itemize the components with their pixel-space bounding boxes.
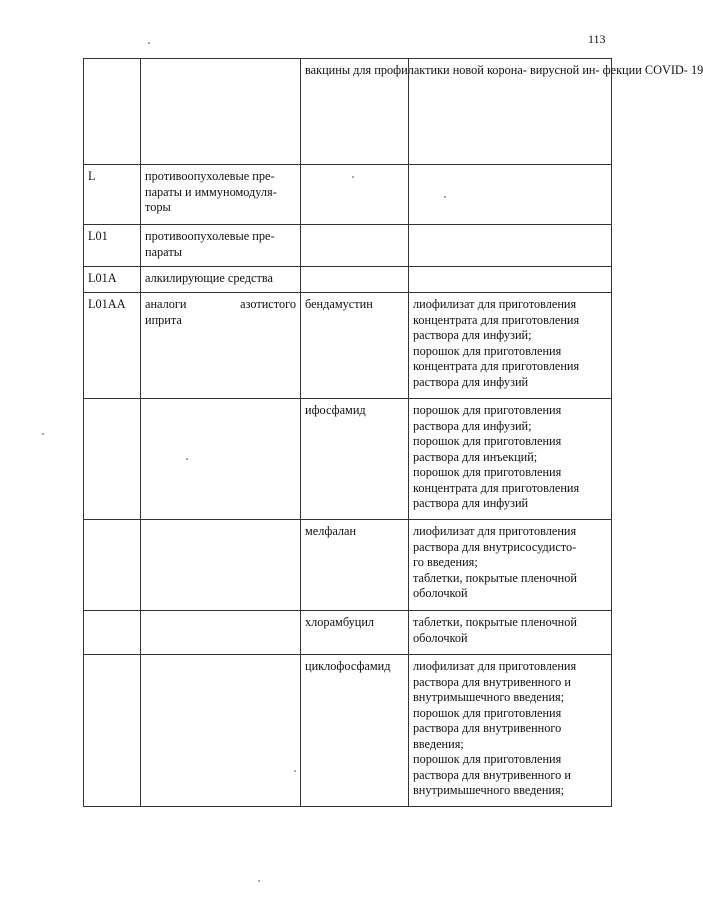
atc-code-cell — [84, 399, 141, 520]
table-row — [84, 225, 612, 267]
atc-code-cell — [84, 611, 141, 655]
table-row — [84, 399, 612, 520]
dosage-forms-cell: порошок для приготовления раствора для инфузий; порошок для приготовления раствора для инъекций; порошок для приготовления концентрата для приготовления раствора для инфузий — [409, 399, 612, 520]
substance-cell — [301, 225, 409, 267]
substance-cell — [301, 165, 409, 225]
atc-code-cell — [84, 655, 141, 807]
substance-cell: бендамустин — [301, 293, 409, 399]
group-cell: противоопухолевые пре- параты — [141, 225, 301, 267]
table-row — [84, 520, 612, 611]
group-cell — [141, 399, 301, 520]
substance-cell: вакцины для профилактики новой корона- вирусной ин- фекции COVID- 19 — [301, 59, 409, 165]
atc-code-cell: L — [84, 165, 141, 225]
group-cell — [141, 611, 301, 655]
dosage-forms-cell: таблетки, покрытые пленочной оболочкой — [409, 611, 612, 655]
atc-code-cell: L01AA — [84, 293, 141, 399]
table-row — [84, 267, 612, 293]
table-row — [84, 165, 612, 225]
scan-speck — [42, 433, 44, 435]
scan-speck — [294, 770, 296, 772]
dosage-forms-cell: лиофилизат для приготовления раствора для внутрисосудисто- го введения; таблетки, покрытые пленочной оболочкой — [409, 520, 612, 611]
scan-speck — [258, 880, 260, 882]
atc-code-cell — [84, 520, 141, 611]
group-cell: противоопухолевые пре- параты и иммуномодуля- торы — [141, 165, 301, 225]
table-row — [84, 59, 612, 165]
atc-code-cell — [84, 59, 141, 165]
substance-cell: мелфалан — [301, 520, 409, 611]
atc-code-cell: L01A — [84, 267, 141, 293]
dosage-forms-cell — [409, 267, 612, 293]
group-line: иприта — [145, 312, 182, 327]
page-number: 113 — [588, 32, 606, 46]
dosage-forms-cell — [409, 165, 612, 225]
scan-speck — [148, 42, 150, 44]
dosage-forms-cell: лиофилизат для приготовления раствора для внутривенного и внутримышечного введения; порошок для приготовления раствора для внутривенного введения; порошок для приготовления раствора для внутривенного и внутримышечного введения; — [409, 655, 612, 807]
scan-speck — [352, 176, 354, 178]
substance-cell: хлорамбуцил — [301, 611, 409, 655]
dosage-forms-cell: лиофилизат для приготовления концентрата для приготовления раствора для инфузий; порошок для приготовления концентрата для приготовления раствора для инфузий — [409, 293, 612, 399]
table-row — [84, 293, 612, 399]
table-row — [84, 655, 612, 807]
substance-cell: ифосфамид — [301, 399, 409, 520]
group-cell — [141, 520, 301, 611]
group-cell — [141, 655, 301, 807]
scan-speck — [186, 458, 188, 460]
group-line — [145, 297, 296, 313]
scan-speck — [444, 196, 446, 198]
group-word: азотистого — [240, 297, 296, 311]
dosage-forms-cell — [409, 225, 612, 267]
group-word: аналоги — [145, 297, 187, 311]
atc-code-cell: L01 — [84, 225, 141, 267]
table-row — [84, 611, 612, 655]
substance-cell: циклофосфамид — [301, 655, 409, 807]
group-cell: алкилирующие средства — [141, 267, 301, 293]
drug-table — [83, 58, 703, 807]
group-cell — [141, 293, 301, 399]
group-cell — [141, 59, 301, 165]
substance-cell — [301, 267, 409, 293]
